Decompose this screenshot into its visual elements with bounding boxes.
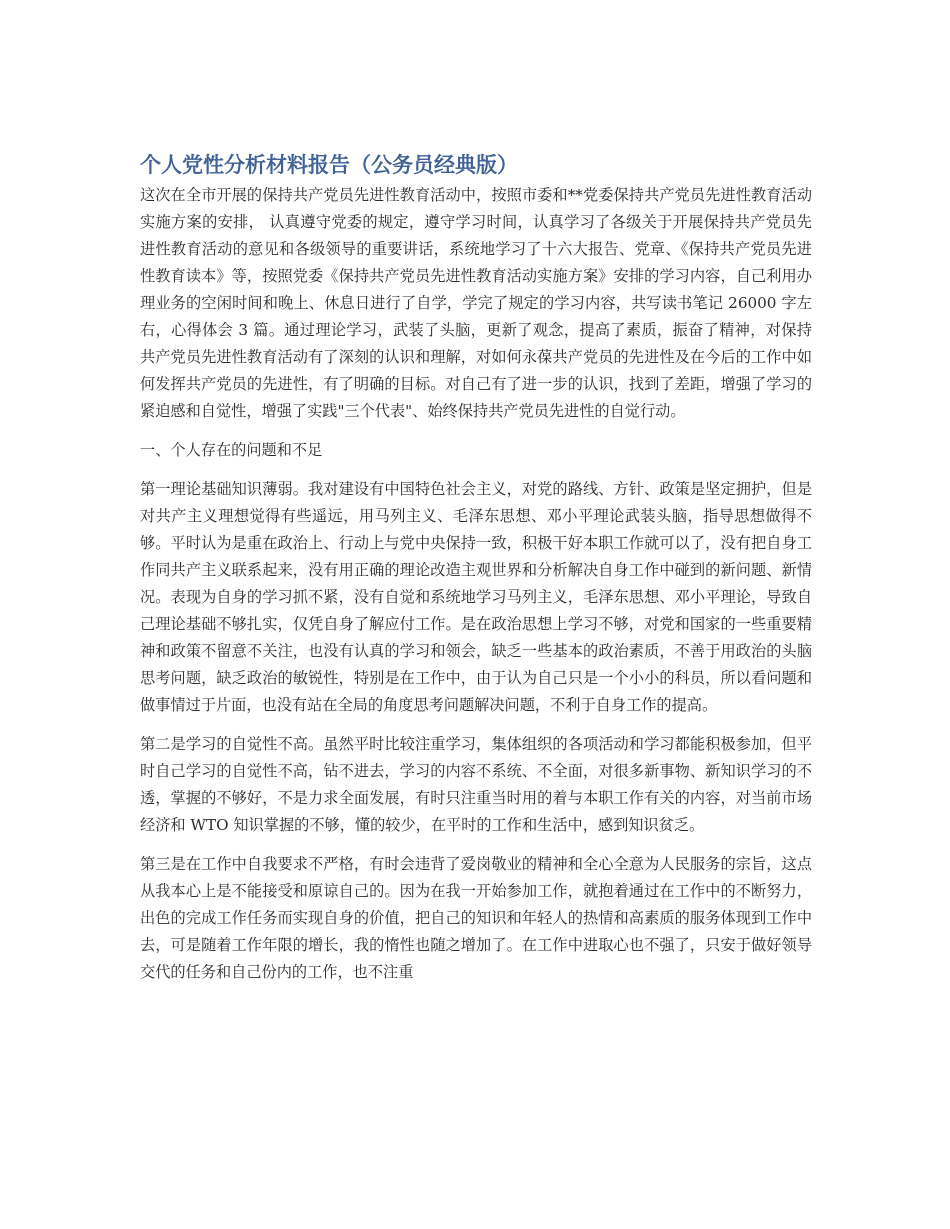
point-1-paragraph: 第一理论基础知识薄弱。我对建设有中国特色社会主义，对党的路线、方针、政策是坚定拥护，但是对共产主义理想觉得有些遥远，用马列主义、毛泽东思想、邓小平理论武装头脑，指导思想做得不够。平时认为是重在政治上、行动上与党中央保持一致，积极干好本职工作就可以了，没有把自身工作同共产主义联系起来，没有用正确的理论改造主观世界和分析解决自身工作中碰到的新问题、新情况。表现为自身的学习抓不紧，没有自觉和系统地学习马列主义，毛泽东思想、邓小平理论，导致自己理论基础不够扎实，仅凭自身了解应付工作。是在政治思想上学习不够，对党和国家的一些重要精神和政策不留意不关注，也没有认真的学习和领会，缺乏一些基本的政治素质，不善于用政治的头脑思考问题，缺乏政治的敏锐性，特别是在工作中，由于认为自己只是一个小小的科员，所以看问题和做事情过于片面，也没有站在全局的角度思考问题解决问题，不利于自身工作的提高。 — [140, 480, 812, 714]
section-heading-problems: 一、个人存在的问题和不足 — [140, 441, 323, 459]
document-title: 个人党性分析材料报告（公务员经典版） — [140, 153, 518, 177]
point-2-paragraph: 第二是学习的自觉性不高。虽然平时比较注重学习，集体组织的各项活动和学习都能积极参加，但平时自己学习的自觉性不高，钻不进去，学习的内容不系统、不全面，对很多新事物、新知识学习的不透，掌握的不够好，不是力求全面发展，有时只注重当时用的着与本职工作有关的内容，对当前市场经济和 WTO 知识掌握的不够，懂的较少，在平时的工作和生活中，感到知识贫乏。 — [140, 735, 812, 834]
document-page — [140, 148, 812, 998]
intro-paragraph: 这次在全市开展的保持共产党员先进性教育活动中，按照市委和**党委保持共产党员先进性教育活动实施方案的安排， 认真遵守党委的规定，遵守学习时间，认真学习了各级关于开展保持共产党员先进性教育活动的意见和各级领导的重要讲话，系统地学习了十六大报告、党章、《保持共产党员先进性教育读本》等，按照党委《保持共产党员先进性教育活动实施方案》安排的学习内容，自己利用办理业务的空闲时间和晚上、休息日进行了自学，学完了规定的学习内容，共写读书笔记 26000 字左右，心得体会 3 篇。通过理论学习，武装了头脑，更新了观念，提高了素质，振奋了精神，对保持共产党员先进性教育活动有了深刻的认识和理解，对如何永葆共产党员的先进性及在今后的工作中如何发挥共产党员的先进性，有了明确的目标。对自己有了进一步的认识，找到了差距，增强了学习的紧迫感和自觉性，增强了实践"三个代表"、始终保持共产党员先进性的自觉行动。 — [140, 186, 812, 420]
point-3-paragraph: 第三是在工作中自我要求不严格，有时会违背了爱岗敬业的精神和全心全意为人民服务的宗旨，这点从我本心上是不能接受和原谅自己的。因为在我一开始参加工作，就抱着通过在工作中的不断努力，出色的完成工作任务而实现自身的价值，把自己的知识和年轻人的热情和高素质的服务体现到工作中去，可是随着工作年限的增长，我的惰性也随之增加了。在工作中进取心也不强了，只安于做好领导交代的任务和自己份内的工作，也不注重 — [140, 855, 812, 981]
